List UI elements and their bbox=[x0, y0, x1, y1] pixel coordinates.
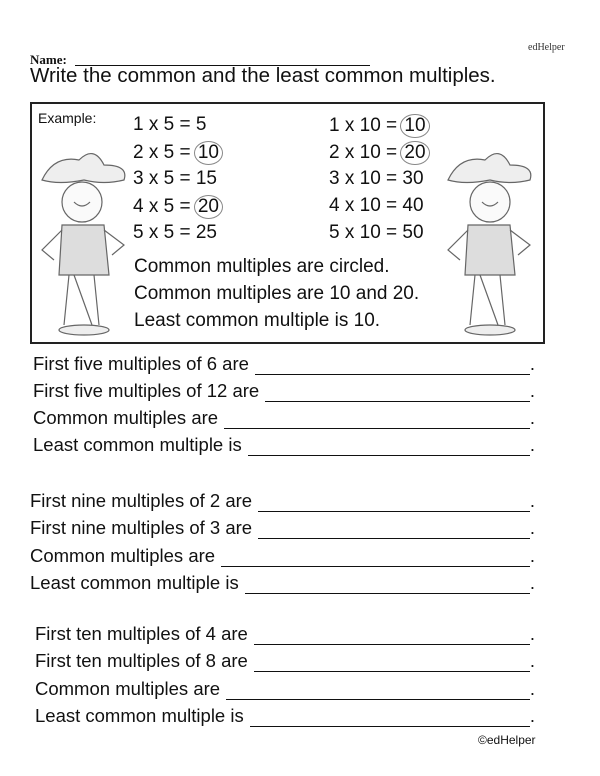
example-result: 5 bbox=[195, 114, 207, 135]
example-row-left bbox=[133, 141, 223, 165]
name-label: Name: bbox=[30, 52, 67, 67]
problem-row bbox=[35, 650, 535, 672]
problem-prompt: First five multiples of 6 are bbox=[33, 353, 249, 374]
example-expression: 2 x 5 = bbox=[133, 142, 196, 163]
example-expression: 3 x 5 = bbox=[133, 168, 196, 189]
circled-result: 20 bbox=[194, 195, 223, 219]
problem-row bbox=[33, 434, 535, 456]
problem-row bbox=[33, 380, 535, 402]
example-sentence: Common multiples are circled. bbox=[134, 256, 390, 277]
example-expression: 2 x 10 = bbox=[329, 142, 403, 163]
period-mark: . bbox=[529, 407, 535, 428]
example-row-left bbox=[133, 222, 217, 244]
example-expression: 4 x 5 = bbox=[133, 196, 196, 217]
problem-prompt: First ten multiples of 8 are bbox=[35, 650, 248, 671]
period-mark: . bbox=[529, 623, 535, 644]
period-mark: . bbox=[529, 490, 535, 511]
example-expression: 3 x 10 = bbox=[329, 168, 403, 189]
problem-row bbox=[35, 623, 535, 645]
problem-prompt: Common multiples are bbox=[30, 545, 216, 566]
example-row-right bbox=[329, 141, 430, 165]
period-mark: . bbox=[529, 380, 535, 401]
brand-label: edHelper bbox=[528, 42, 565, 53]
problem-prompt: Least common multiple is bbox=[30, 572, 239, 593]
problem-prompt: Common multiples are bbox=[35, 678, 221, 699]
copyright-label: ©edHelper bbox=[478, 733, 536, 747]
problem-prompt: First nine multiples of 3 are bbox=[30, 517, 253, 538]
answer-blank[interactable] bbox=[221, 550, 530, 567]
problem-prompt: Least common multiple is bbox=[35, 705, 244, 726]
period-mark: . bbox=[529, 517, 535, 538]
period-mark: . bbox=[529, 705, 535, 726]
answer-blank[interactable] bbox=[254, 628, 530, 645]
example-expression: 4 x 10 = bbox=[329, 195, 403, 216]
example-row-right bbox=[329, 195, 424, 217]
period-mark: . bbox=[529, 650, 535, 671]
example-sentence: Least common multiple is 10. bbox=[134, 310, 381, 331]
problem-row bbox=[35, 705, 535, 727]
example-label: Example: bbox=[38, 110, 97, 126]
example-row-left bbox=[133, 114, 206, 136]
answer-blank[interactable] bbox=[226, 683, 530, 700]
answer-blank[interactable] bbox=[250, 710, 530, 727]
period-mark: . bbox=[529, 353, 535, 374]
cowgirl-illustration-left bbox=[34, 140, 134, 340]
example-row-left bbox=[133, 195, 223, 219]
problem-row bbox=[30, 572, 535, 594]
example-expression: 5 x 5 = bbox=[133, 222, 196, 243]
answer-blank[interactable] bbox=[258, 522, 530, 539]
problem-prompt: First five multiples of 12 are bbox=[33, 380, 260, 401]
circled-result: 20 bbox=[400, 141, 429, 165]
answer-blank[interactable] bbox=[254, 655, 530, 672]
example-expression: 1 x 5 = bbox=[133, 114, 196, 135]
cowgirl-illustration-right bbox=[440, 140, 540, 340]
problem-prompt: First ten multiples of 4 are bbox=[35, 623, 248, 644]
answer-blank[interactable] bbox=[224, 412, 530, 429]
answer-blank[interactable] bbox=[248, 439, 530, 456]
example-result: 25 bbox=[195, 222, 217, 243]
answer-blank[interactable] bbox=[255, 358, 530, 375]
problem-prompt: Least common multiple is bbox=[33, 434, 242, 455]
period-mark: . bbox=[529, 434, 535, 455]
example-result: 50 bbox=[402, 222, 424, 243]
problem-row bbox=[30, 545, 535, 567]
example-expression: 1 x 10 = bbox=[329, 115, 403, 136]
example-row-right bbox=[329, 114, 430, 138]
problem-row bbox=[33, 407, 535, 429]
answer-blank[interactable] bbox=[258, 495, 530, 512]
circled-result: 10 bbox=[194, 141, 223, 165]
worksheet-title: Write the common and the least common multiples. bbox=[30, 64, 496, 87]
answer-blank[interactable] bbox=[265, 385, 530, 402]
problem-row bbox=[30, 517, 535, 539]
problem-prompt: Common multiples are bbox=[33, 407, 219, 428]
answer-blank[interactable] bbox=[245, 577, 530, 594]
example-expression: 5 x 10 = bbox=[329, 222, 403, 243]
example-result: 30 bbox=[402, 168, 424, 189]
problem-row bbox=[30, 490, 535, 512]
problem-row bbox=[33, 353, 535, 375]
example-sentence: Common multiples are 10 and 20. bbox=[134, 283, 420, 304]
example-row-left bbox=[133, 168, 217, 190]
problem-prompt: First nine multiples of 2 are bbox=[30, 490, 253, 511]
example-result: 15 bbox=[195, 168, 217, 189]
circled-result: 10 bbox=[400, 114, 429, 138]
example-result: 40 bbox=[402, 195, 424, 216]
example-row-right bbox=[329, 168, 424, 190]
period-mark: . bbox=[529, 545, 535, 566]
problem-row bbox=[35, 678, 535, 700]
period-mark: . bbox=[529, 572, 535, 593]
example-row-right bbox=[329, 222, 424, 244]
period-mark: . bbox=[529, 678, 535, 699]
